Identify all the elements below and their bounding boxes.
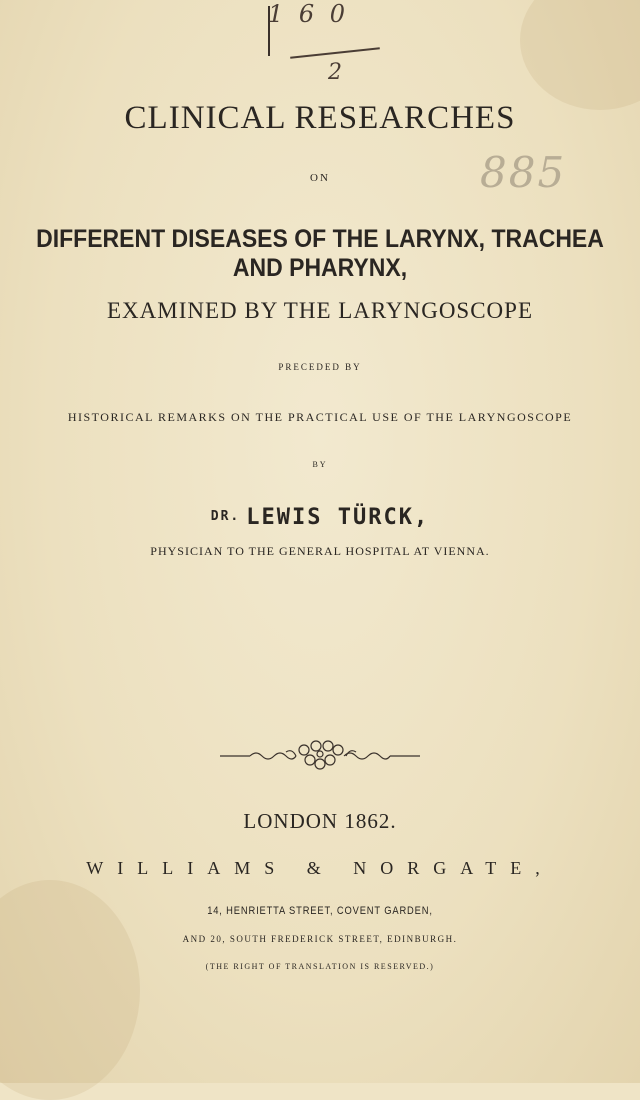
imprint-city-year: LONDON 1862. (243, 809, 397, 833)
by-label: BY (312, 460, 328, 469)
paper-stain (520, 0, 640, 110)
ornament-icon (220, 736, 420, 772)
imprint-address-london: 14, HENRIETTA STREET, COVENT GARDEN, (207, 905, 433, 917)
book-subtitle: DIFFERENT DISEASES OF THE LARYNX, TRACHEA AND PHARYNX, (36, 225, 604, 282)
imprint-address-edinburgh: AND 20, SOUTH FREDERICK STREET, EDINBURGH. (182, 934, 458, 944)
printers-ornament (0, 736, 640, 777)
rights-notice: (THE RIGHT OF TRANSLATION IS RESERVED.) (205, 962, 435, 971)
book-title: CLINICAL RESEARCHES (124, 100, 516, 136)
shelf-mark-underline (290, 47, 380, 58)
author-line (0, 505, 640, 530)
author-position: PHYSICIAN TO THE GENERAL HOSPITAL AT VIENNA. (150, 544, 490, 558)
title-connector-on: ON (310, 172, 330, 184)
subtitle-examined: EXAMINED BY THE LARYNGOSCOPE (106, 298, 534, 323)
handwritten-mark: 2 (328, 60, 342, 85)
author-name: LEWIS TÜRCK, (246, 505, 430, 530)
author-prefix: DR. (210, 509, 241, 524)
shelf-mark: 1 6 0 (268, 0, 350, 28)
preceded-by-label: PRECEDED BY (278, 362, 362, 372)
pencil-note: 885 (480, 148, 567, 197)
historical-remarks: HISTORICAL REMARKS ON THE PRACTICAL USE OF THE LARYNGOSCOPE (67, 410, 573, 424)
imprint-publisher: WILLIAMS & NORGATE, (86, 858, 554, 878)
